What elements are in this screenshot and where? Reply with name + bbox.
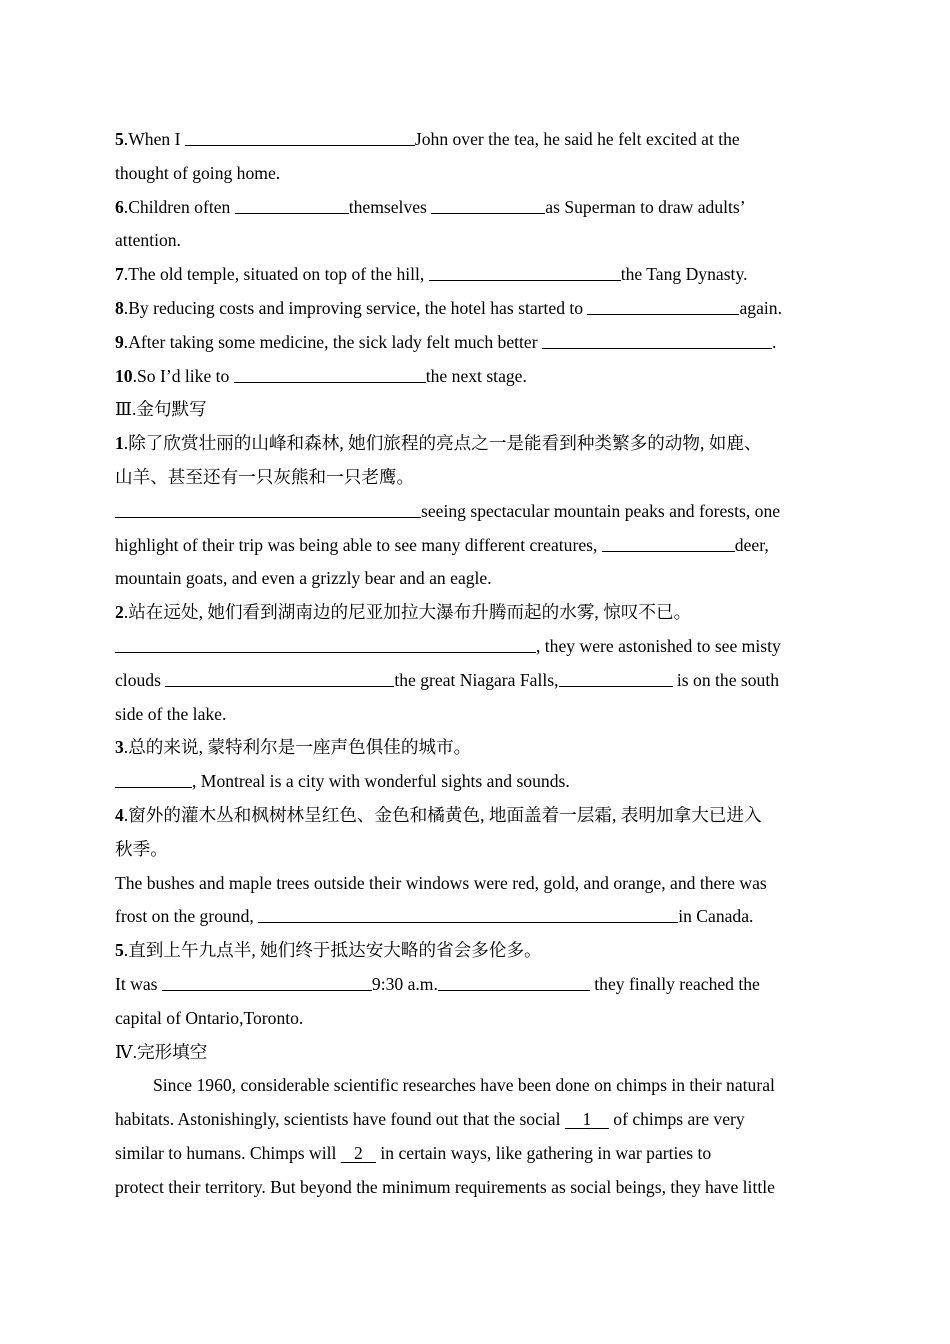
answer-blank[interactable]	[559, 669, 673, 687]
exercise-5-line1: 5.When I John over the tea, he said he felt excited at the	[115, 129, 740, 149]
answer-blank[interactable]	[115, 770, 192, 788]
exercise-10: 10.So I’d like to the next stage.	[115, 365, 527, 386]
s3-item4-en1: The bushes and maple trees outside their windows were red, gold, and orange, and there was	[115, 872, 767, 893]
s3-item1-cn2: 山羊、甚至还有一只灰熊和一只老鹰。	[115, 466, 415, 487]
exercise-7: 7.The old temple, situated on top of the hill, the Tang Dynasty.	[115, 264, 748, 285]
cloze-blank-1[interactable]: 1	[582, 1109, 592, 1130]
cloze-line4: protect their territory. But beyond the minimum requirements as social beings, they have little	[115, 1176, 775, 1197]
s3-item1-cn1: 1.除了欣赏壮丽的山峰和森林, 她们旅程的亮点之一是能看到种类繁多的动物, 如鹿、	[115, 433, 762, 454]
s3-item4-en2: frost on the ground, in Canada.	[115, 906, 754, 927]
cloze-line1: Since 1960, considerable scientific researches have been done on chimps in their natural	[153, 1075, 775, 1096]
s3-item2-en1: , they were astonished to see misty	[115, 630, 840, 664]
exercise-number: 8	[115, 297, 124, 318]
answer-blank[interactable]	[115, 635, 536, 653]
s3-item2-cn1: 2.站在远处, 她们看到湖南边的尼亚加拉大瀑布升腾而起的水雾, 惊叹不已。	[115, 602, 692, 623]
exercise-number: 6	[115, 196, 124, 217]
answer-blank[interactable]	[431, 196, 545, 214]
exercise-number: 9	[115, 331, 124, 352]
answer-blank[interactable]	[587, 297, 739, 315]
s3-item5-en1: It was 9:30 a.m. they finally reached the	[115, 973, 760, 994]
s3-item4-cn1: 4.窗外的灌木丛和枫树林呈红色、金色和橘黄色, 地面盖着一层霜, 表明加拿大已进入	[115, 804, 762, 825]
answer-blank[interactable]	[438, 973, 590, 991]
exercise-8: 8.By reducing costs and improving service, the hotel has started to again.	[115, 297, 782, 318]
s3-item1-en3: mountain goats, and even a grizzly bear and an eagle.	[115, 568, 492, 589]
answer-blank[interactable]	[235, 196, 349, 214]
answer-blank[interactable]	[115, 500, 421, 518]
answer-blank[interactable]	[234, 365, 426, 383]
cloze-blank-2[interactable]: 2	[354, 1142, 363, 1163]
s3-item2-en2: clouds the great Niagara Falls, is on the south	[115, 669, 780, 690]
answer-blank[interactable]	[542, 331, 772, 349]
section-3-title: Ⅲ.金句默写	[115, 399, 207, 420]
cloze-line2: habitats. Astonishingly, scientists have found out that the social 1 of chimps are very	[115, 1103, 840, 1137]
answer-blank[interactable]	[165, 669, 394, 687]
s3-item3-en1: , Montreal is a city with wonderful sights and sounds.	[115, 765, 840, 799]
exercise-6-line2: attention.	[115, 230, 181, 251]
s3-item5-en2: capital of Ontario,Toronto.	[115, 1007, 304, 1028]
exercise-6-line1: 6.Children often themselves as Superman to draw adults’	[115, 196, 746, 217]
s3-item2-en3: side of the lake.	[115, 703, 227, 724]
answer-blank[interactable]	[602, 534, 735, 552]
s3-item1-en2: highlight of their trip was being able to see many different creatures, deer,	[115, 534, 769, 555]
answer-blank[interactable]	[162, 973, 372, 991]
exercise-number: 10	[115, 365, 133, 386]
cloze-line3: similar to humans. Chimps will 2 in certain ways, like gathering in war parties to	[115, 1137, 840, 1171]
exercise-5-line2: thought of going home.	[115, 162, 281, 183]
answer-blank[interactable]	[258, 905, 678, 923]
s3-item3-cn1: 3.总的来说, 蒙特利尔是一座声色俱佳的城市。	[115, 737, 472, 758]
s3-item4-cn2: 秋季。	[115, 838, 168, 859]
section-4-title: Ⅳ.完形填空	[115, 1041, 208, 1062]
exercise-number: 5	[115, 129, 124, 149]
s3-item5-cn1: 5.直到上午九点半, 她们终于抵达安大略的省会多伦多。	[115, 940, 542, 961]
exercise-9: 9.After taking some medicine, the sick lady felt much better .	[115, 331, 777, 352]
exercise-number: 7	[115, 264, 124, 285]
s3-item1-en1: seeing spectacular mountain peaks and forests, one	[115, 495, 840, 529]
worksheet-page	[115, 123, 840, 1205]
answer-blank[interactable]	[185, 128, 415, 146]
answer-blank[interactable]	[429, 263, 621, 281]
